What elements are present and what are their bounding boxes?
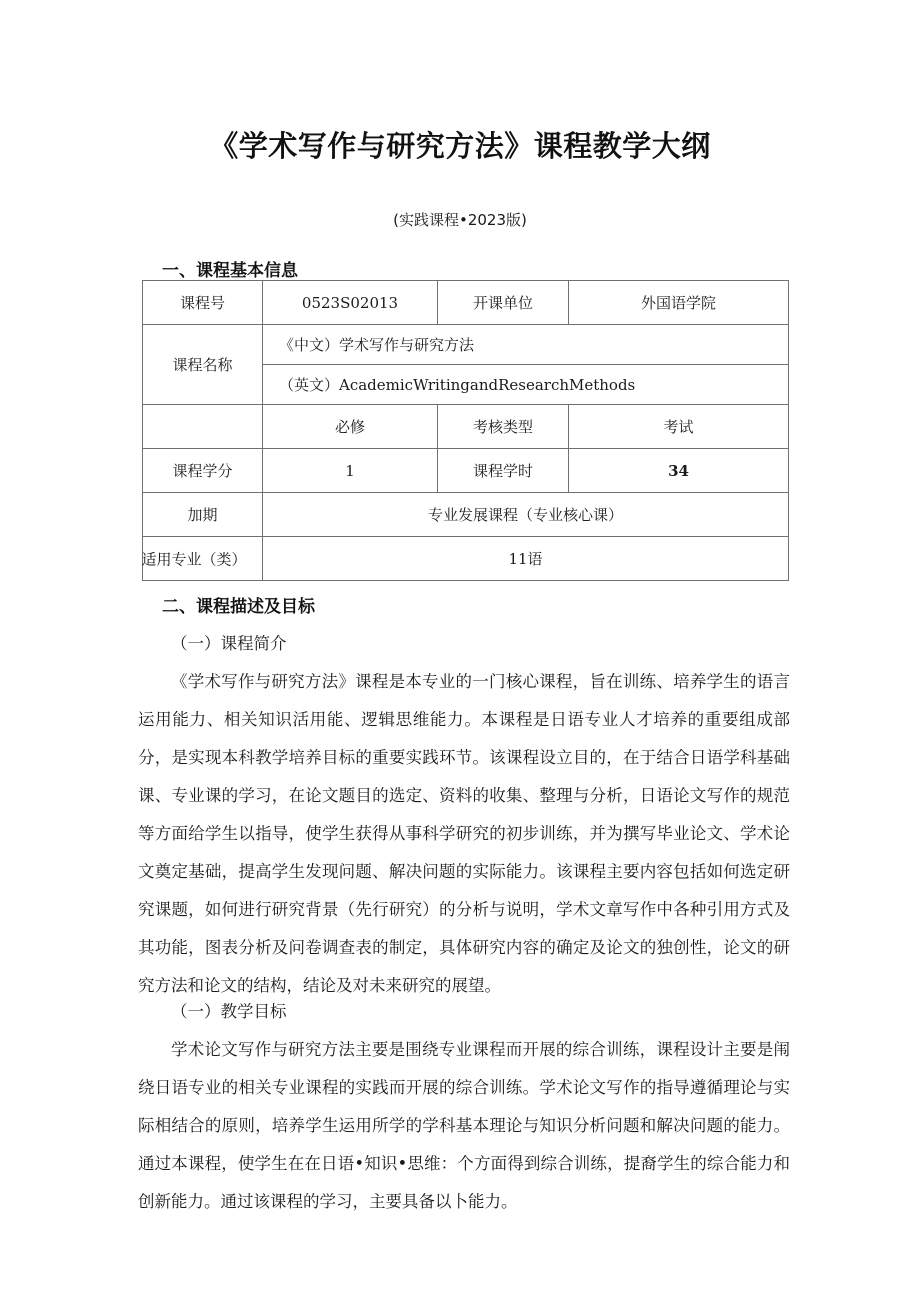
cell-empty <box>143 405 263 449</box>
cell-assessment-value: 考试 <box>569 405 789 449</box>
section-heading-description: 二、课程描述及目标 <box>162 597 315 617</box>
paragraph-teaching-goals: 学术论文写作与研究方法主要是围绕专业课程而开展的综合训练，课程设计主要是闱绕日语专业的相关专业课程的实践而开展的综合训练。学术论文写作的指导遵循理论与实际相结合的原则，培养学生运用所学的学科基本理论与知识分析问题和解决问题的能力。通过本课程，使学生在在日语•知识•思维：个方面得到综合训练，提裔学生的综合能力和创新能力。通过该课程的学习，主要具备以卜能力。 <box>138 1040 790 1211</box>
table-row <box>143 537 789 581</box>
cell-course-name-en: （英文）AcademicWritingandResearchMethods <box>263 365 789 405</box>
table-row <box>143 325 789 365</box>
table-row <box>143 281 789 325</box>
cell-major-label-text: 适用专业（类） <box>141 550 247 568</box>
cell-major-label <box>143 537 263 581</box>
cell-assessment-label: 考核类型 <box>438 405 569 449</box>
cell-offering-unit-label: 开课单位 <box>438 281 569 325</box>
sub-heading-course-intro: （一）课程简介 <box>171 634 287 653</box>
cell-course-name-label: 课程名称 <box>143 325 263 405</box>
course-info-table <box>142 280 789 581</box>
cell-term-label: 加期 <box>143 493 263 537</box>
table-row <box>143 449 789 493</box>
cell-credits-value: 1 <box>263 449 438 493</box>
cell-offering-unit-value: 外国语学院 <box>569 281 789 325</box>
paragraph-course-intro: 《学术写作与研究方法》课程是本专业的一门核心课程，旨在训练、培养学生的语言运用能力、相关知识活用能、逻辑思维能力。本课程是日语专业人才培养的重要组成部分，是实现本科教学培养目标的重要实践环节。该课程设立目的，在于结合日语学科基础课、专业课的学习，在论文题目的选定、资料的收集、整理与分析，日语论文写作的规范等方面给学生以指导，使学生获得从事科学研究的初步训练，并为撰写毕业论文、学术论文奠定基础，提高学生发现问题、解决问题的实际能力。该课程主要内容包括如何选定研究课题，如何进行研究背景（先行研究）的分析与说明，学术文章写作中各种引用方式及其功能，图表分析及问卷调查表的制定，具体研究内容的确定及论文的独创性，论文的研究方法和论文的结构，结论及对未来研究的展望。 <box>138 672 790 995</box>
table-row <box>143 405 789 449</box>
cell-term-value: 专业发展课程（专业核心课） <box>263 493 789 537</box>
cell-credits-label: 课程学分 <box>143 449 263 493</box>
page-title: 《学术写作与研究方法》课程教学大纲 <box>209 129 711 163</box>
cell-hours-value: 34 <box>569 449 789 493</box>
section-heading-basic-info: 一、课程基本信息 <box>162 261 298 281</box>
cell-major-value: 11语 <box>263 537 789 581</box>
cell-course-code-value: 0523S02013 <box>263 281 438 325</box>
cell-hours-label: 课程学时 <box>438 449 569 493</box>
table-row <box>143 493 789 537</box>
cell-course-code-label: 课程号 <box>143 281 263 325</box>
sub-heading-teaching-goals: （一）教学目标 <box>171 1002 287 1021</box>
cell-required-type-value: 必修 <box>263 405 438 449</box>
cell-course-name-cn: 《中文）学术写作与研究方法 <box>263 325 789 365</box>
page-subtitle: (实践课程•2023版) <box>393 211 527 229</box>
